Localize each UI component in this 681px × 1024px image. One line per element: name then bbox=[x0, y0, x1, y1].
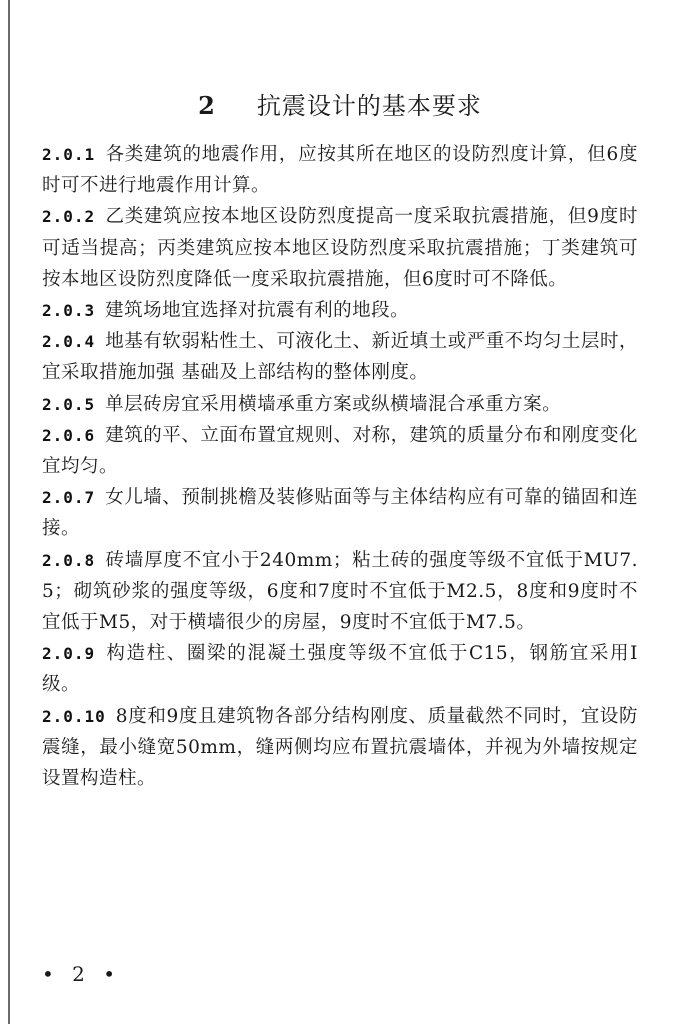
clause-number: 2.0.5 bbox=[42, 394, 96, 414]
clause-number: 2.0.10 bbox=[42, 706, 106, 726]
clause-number: 2.0.2 bbox=[42, 207, 96, 227]
clause-number: 2.0.4 bbox=[42, 332, 96, 352]
clause-2-0-2 bbox=[42, 201, 638, 295]
clause-list bbox=[42, 139, 638, 794]
page-left-border bbox=[8, 0, 10, 1024]
clause-2-0-9 bbox=[42, 638, 638, 700]
clause-number: 2.0.1 bbox=[42, 145, 96, 164]
clause-number: 2.0.7 bbox=[42, 488, 96, 508]
clause-text: 建筑场地宜选择对抗震有利的地段。 bbox=[105, 300, 410, 322]
clause-2-0-3 bbox=[42, 295, 638, 326]
clause-text: 8度和9度且建筑物各部分结构刚度、质量截然不同时，宜设防震缝，最小缝宽50mm，缝两侧均应布置抗震墙体，并视为外墙按规定设置构造柱。 bbox=[42, 705, 638, 790]
clause-text: 建筑的平、立面布置宜规则、对称，建筑的质量分布和刚度变化宜均匀。 bbox=[42, 424, 638, 478]
clause-text: 女儿墙、预制挑檐及装修贴面等与主体结构应有可靠的锚固和连接。 bbox=[42, 487, 638, 540]
clause-2-0-1 bbox=[42, 139, 638, 201]
clause-2-0-4 bbox=[42, 326, 638, 388]
clause-text: 地基有软弱粘性土、可液化土、新近填土或严重不均匀土层时，宜采取措施加强 基础及上部结构的整体刚度。 bbox=[42, 331, 638, 384]
clause-number: 2.0.8 bbox=[42, 550, 96, 570]
clause-text: 单层砖房宜采用横墙承重方案或纵横墙混合承重方案。 bbox=[105, 393, 562, 415]
chapter-number: 2 bbox=[198, 91, 215, 120]
clause-number: 2.0.3 bbox=[42, 301, 96, 321]
clause-2-0-10 bbox=[42, 701, 638, 795]
chapter-title bbox=[42, 90, 638, 122]
clause-text: 砖墙厚度不宜小于240mm；粘土砖的强度等级不宜低于MU7.5；砌筑砂浆的强度等级，6度和7度时不宜低于M2.5，8度和9度时不宜低于M5，对于横墙很少的房屋，9度时不宜低于M7.5。 bbox=[42, 549, 638, 634]
clause-number: 2.0.6 bbox=[42, 425, 96, 445]
clause-text: 各类建筑的地震作用，应按其所在地区的设防烈度计算，但6度时可不进行地震作用计算。 bbox=[42, 144, 638, 197]
clause-2-0-6 bbox=[42, 420, 638, 482]
clause-number: 2.0.9 bbox=[42, 644, 96, 664]
document-page bbox=[42, 0, 638, 1024]
clause-text: 乙类建筑应按本地区设防烈度提高一度采取抗震措施，但9度时可适当提高；丙类建筑应按本地区设防烈度采取抗震措施；丁类建筑可按本地区设防烈度降低一度采取抗震措施，但6度时可不降低。 bbox=[42, 206, 638, 290]
clause-2-0-7 bbox=[42, 482, 638, 544]
chapter-title-text: 抗震设计的基本要求 bbox=[256, 92, 482, 120]
clause-2-0-5 bbox=[42, 389, 638, 420]
clause-2-0-8 bbox=[42, 545, 638, 639]
page-number: • 2 • bbox=[42, 962, 122, 986]
clause-text: 构造柱、圈梁的混凝土强度等级不宜低于C15，钢筋宜采用Ⅰ级。 bbox=[42, 643, 638, 696]
